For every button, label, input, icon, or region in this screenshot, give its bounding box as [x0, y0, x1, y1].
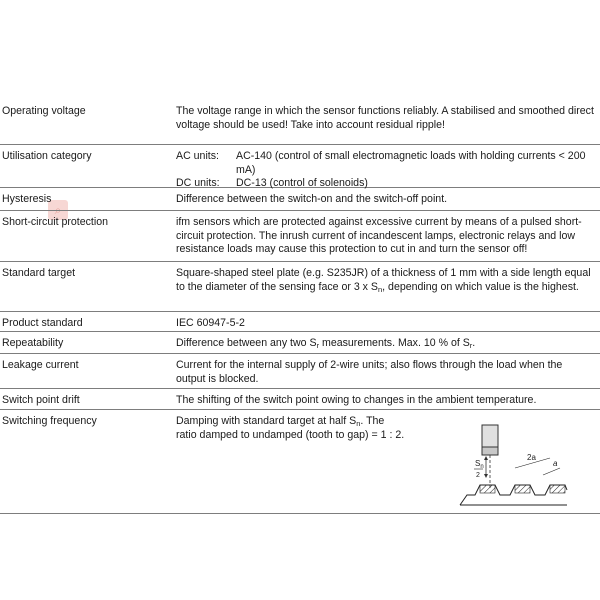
term-switch-point-drift: Switch point drift: [2, 394, 80, 406]
table-row: [0, 100, 600, 145]
term-switching-frequency: Switching frequency: [2, 415, 97, 427]
term-operating-voltage: Operating voltage: [2, 105, 86, 117]
sensing-face: [482, 447, 498, 455]
definition: ifm sensors which are protected against excessive current by means of a pulsed short-circuit protection. The inrush current of incandescent lamps, electronic relays and low resistance loads may cause this protection to cut in and turn the sensor off!: [176, 216, 582, 256]
ac-units-label: AC units:: [176, 150, 219, 162]
tooth: [480, 485, 495, 493]
definition: Difference between the switch-on and the switch-off point.: [176, 193, 448, 205]
table-row: [0, 312, 600, 332]
term-short-circuit-protection: Short-circuit protection: [2, 216, 108, 228]
definition: Difference between any two $S_r$ measurements. Max. 10 % of $S_r$.: [176, 337, 476, 350]
search-icon: ⌕: [48, 200, 68, 220]
term-product-standard: Product standard: [2, 317, 83, 329]
table-row: [0, 262, 600, 312]
term-leakage-current: Leakage current: [2, 359, 79, 371]
table-row: [0, 188, 600, 211]
table-row: [0, 354, 600, 389]
term-standard-target: Standard target: [2, 267, 76, 279]
label-sn: $S_n$: [475, 459, 484, 470]
term-hysteresis: Hysteresis: [2, 193, 52, 205]
term-utilisation-category: Utilisation category: [2, 150, 92, 162]
tooth: [515, 485, 530, 493]
table-row: [0, 389, 600, 410]
table-row: [0, 211, 600, 262]
term-repeatability: Repeatability: [2, 337, 64, 349]
label-2a: 2a: [527, 453, 536, 462]
definition: Damping with standard target at half $S_n$. The: [176, 415, 385, 428]
definition: The voltage range in which the sensor functions reliably. A stabilised and smoothed direct voltage should be used! Take into account residual ripple!: [176, 105, 594, 131]
definition-line-2: ratio damped to undamped (tooth to gap) = 1 : 2.: [176, 428, 405, 441]
table-row: [0, 332, 600, 354]
dc-units-text: DC-13 (control of solenoids): [236, 177, 368, 190]
switching-frequency-diagram: [455, 420, 575, 515]
label-half: 2: [476, 472, 480, 479]
definition: The shifting of the switch point owing to changes in the ambient temperature.: [176, 394, 537, 406]
definition: Square-shaped steel plate (e.g. S235JR) of a thickness of 1 mm with a side length equal to the diameter of the sensing face or 3 x $S_n$, depending on which value is the highest.: [176, 267, 591, 294]
definition: Current for the internal supply of 2-wire units; also flows through the load when the output is blocked.: [176, 359, 563, 385]
definition: IEC 60947-5-2: [176, 317, 245, 329]
ac-units-text: AC-140 (control of small electromagnetic loads with holding currents < 200 mA): [236, 150, 586, 176]
label-a: a: [553, 459, 558, 468]
dc-units-label: DC units:: [176, 177, 220, 190]
sensor-body: [482, 425, 498, 447]
tooth: [550, 485, 565, 493]
